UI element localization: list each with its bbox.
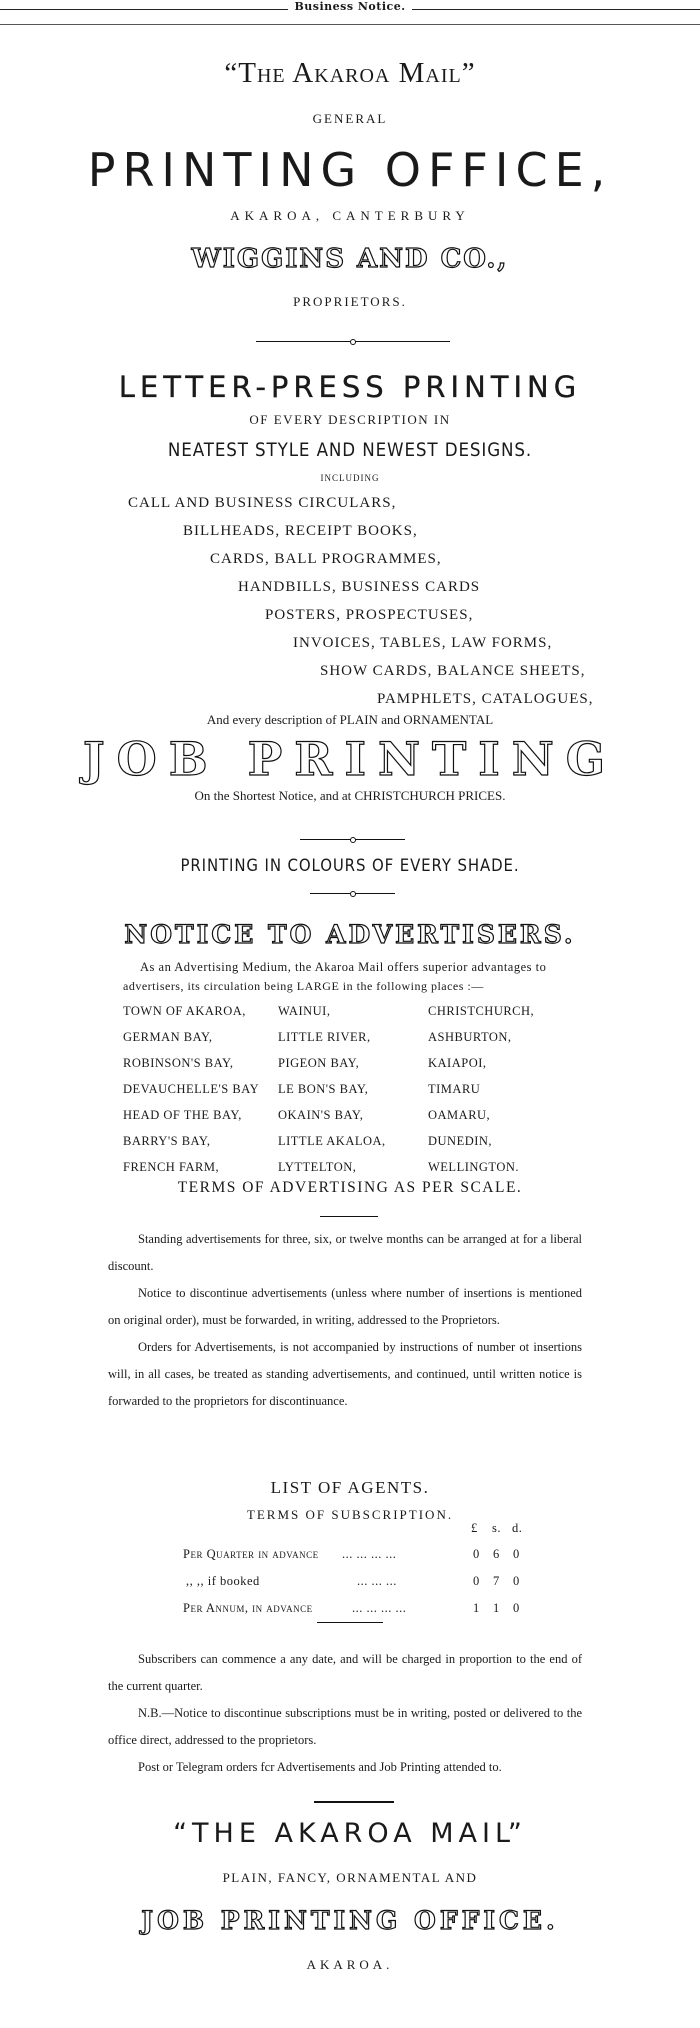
advertisers-intro-2: advertisers, its circulation being LARGE in the following places :—: [123, 979, 484, 993]
place-cell: WAINUI,: [278, 1004, 331, 1018]
paragraph: Standing advertisements for three, six, or twelve months can be arranged at for a liberal discount.: [108, 1232, 582, 1273]
footer-place: AKAROA.: [306, 1957, 394, 1972]
place-cell: BARRY'S BAY,: [123, 1134, 211, 1148]
leader-dots: ... ... ... ...: [352, 1601, 407, 1615]
subscription-text: [108, 1646, 582, 1781]
place-cell: HEAD OF THE BAY,: [123, 1108, 242, 1122]
divider-ornament: [350, 891, 356, 897]
place-cell: TIMARU: [428, 1082, 481, 1096]
shortest-notice-line: On the Shortest Notice, and at CHRISTCHURCH PRICES.: [194, 788, 506, 803]
leader-dots: ... ... ...: [357, 1574, 397, 1588]
amount-pounds: 0: [473, 1547, 480, 1561]
divider-3: [310, 893, 395, 894]
place-cell: TOWN OF AKAROA,: [123, 1004, 246, 1018]
list-item: PAMPHLETS, CATALOGUES,: [377, 691, 594, 707]
list-item: CARDS, BALL PROGRAMMES,: [210, 551, 442, 567]
paragraph: N.B.—Notice to discontinue subscriptions must be in writing, posted or delivered to the office direct, addressed to the proprietors.: [108, 1706, 582, 1747]
footer-sub: PLAIN, FANCY, ORNAMENTAL AND: [222, 1870, 478, 1885]
list-item: HANDBILLS, BUSINESS CARDS: [238, 579, 481, 595]
subscription-terms: TERMS OF SUBSCRIPTION.: [246, 1507, 454, 1522]
subscription-label: Per Quarter in advance: [183, 1547, 319, 1561]
amount-shillings: 1: [493, 1601, 500, 1615]
list-item: POSTERS, PROSPECTUSES,: [265, 607, 474, 623]
amount-pence: 0: [513, 1574, 520, 1588]
subscription-label: ,, ,, if booked: [186, 1574, 260, 1588]
paragraph: Notice to discontinue advertisements (unless where number of insertions is mentioned on original order), must be forwarded, in writing, addressed to the Proprietors.: [108, 1286, 582, 1327]
advertisers-heading: NOTICE TO ADVERTISERS.: [124, 920, 576, 949]
place-cell: LE BON'S BAY,: [278, 1082, 369, 1096]
currency-header: d.: [512, 1521, 523, 1535]
place-cell: WELLINGTON.: [428, 1160, 520, 1174]
place-cell: DEVAUCHELLE'S BAY: [123, 1082, 260, 1096]
amount-shillings: 6: [493, 1547, 500, 1561]
amount-pounds: 1: [473, 1601, 480, 1615]
paragraph: Orders for Advertisements, is not accompanied by instructions of number ot insertions will, in all cases, be treated as standing advertisements, and continued, until written notice is forwarded to the proprietors for discontinuance.: [108, 1340, 582, 1408]
place-cell: ASHBURTON,: [428, 1030, 512, 1044]
place-cell: DUNEDIN,: [428, 1134, 493, 1148]
place-cell: OAMARU,: [428, 1108, 491, 1122]
amount-pence: 0: [513, 1601, 520, 1615]
leader-dots: ... ... ... ...: [342, 1547, 397, 1561]
amount-pounds: 0: [473, 1574, 480, 1588]
plain-ornamental-line: And every description of PLAIN and ORNAMENTAL: [206, 712, 494, 727]
place-cell: PIGEON BAY,: [278, 1056, 360, 1070]
divider-ornament: [350, 837, 356, 843]
location-label: AKAROA, CANTERBURY: [230, 208, 470, 223]
page-header: [0, 0, 700, 13]
place-cell: FRENCH FARM,: [123, 1160, 220, 1174]
proprietors-label: PROPRIETORS.: [293, 294, 407, 309]
footer-title: “THE AKAROA MAIL”: [173, 1818, 527, 1849]
place-cell: LITTLE RIVER,: [278, 1030, 371, 1044]
divider-4: [320, 1216, 378, 1217]
currency-header: s.: [492, 1521, 501, 1535]
place-cell: CHRISTCHURCH,: [428, 1004, 535, 1018]
printing-office-heading: PRINTING OFFICE,: [87, 143, 613, 197]
divider-1: [256, 341, 450, 342]
place-cell: ROBINSON'S BAY,: [123, 1056, 234, 1070]
divider-2: [300, 839, 405, 840]
letterpress-heading: LETTER-PRESS PRINTING: [118, 370, 582, 404]
firm-name: WIGGINS AND CO.,: [191, 244, 509, 274]
masthead-title: “The Akaroa Mail”: [224, 57, 476, 89]
colours-line: PRINTING IN COLOURS OF EVERY SHADE.: [180, 856, 520, 876]
advertisers-intro-1: As an Advertising Medium, the Akaroa Mail offers superior advantages to: [140, 960, 547, 974]
subscription-label: Per Annum, in advance: [183, 1601, 313, 1615]
amount-shillings: 7: [493, 1574, 500, 1588]
paragraph: Subscribers can commence a any date, and will be charged in proportion to the end of the current quarter.: [108, 1652, 582, 1693]
every-description-sub: OF EVERY DESCRIPTION IN: [249, 412, 451, 427]
divider-6: [314, 1801, 394, 1803]
place-cell: LYTTELTON,: [278, 1160, 357, 1174]
footer-job-office: JOB PRINTING OFFICE.: [141, 1906, 559, 1935]
advertising-terms: TERMS OF ADVERTISING AS PER SCALE.: [177, 1179, 523, 1196]
list-item: BILLHEADS, RECEIPT BOOKS,: [183, 523, 418, 539]
list-item: SHOW CARDS, BALANCE SHEETS,: [320, 663, 586, 679]
general-label: GENERAL: [312, 111, 388, 126]
advertising-terms-text: [108, 1226, 582, 1415]
divider-ornament: [350, 339, 356, 345]
neatest-style-line: NEATEST STYLE AND NEWEST DESIGNS.: [167, 439, 533, 461]
amount-pence: 0: [513, 1547, 520, 1561]
currency-header: £: [471, 1521, 478, 1535]
place-cell: LITTLE AKALOA,: [278, 1134, 386, 1148]
paragraph: Post or Telegram orders fcr Advertisements and Job Printing attended to.: [138, 1760, 502, 1774]
including-label: INCLUDING: [320, 473, 380, 483]
divider-5: [317, 1622, 383, 1623]
job-printing-heading: JOB PRINTING: [82, 732, 618, 786]
place-cell: OKAIN'S BAY,: [278, 1108, 364, 1122]
list-item: INVOICES, TABLES, LAW FORMS,: [293, 635, 553, 651]
place-cell: GERMAN BAY,: [123, 1030, 213, 1044]
list-item: CALL AND BUSINESS CIRCULARS,: [128, 495, 397, 511]
page-header-label: Business Notice.: [288, 0, 411, 13]
agents-heading: LIST OF AGENTS.: [270, 1478, 430, 1497]
place-cell: KAIAPOI,: [428, 1056, 487, 1070]
